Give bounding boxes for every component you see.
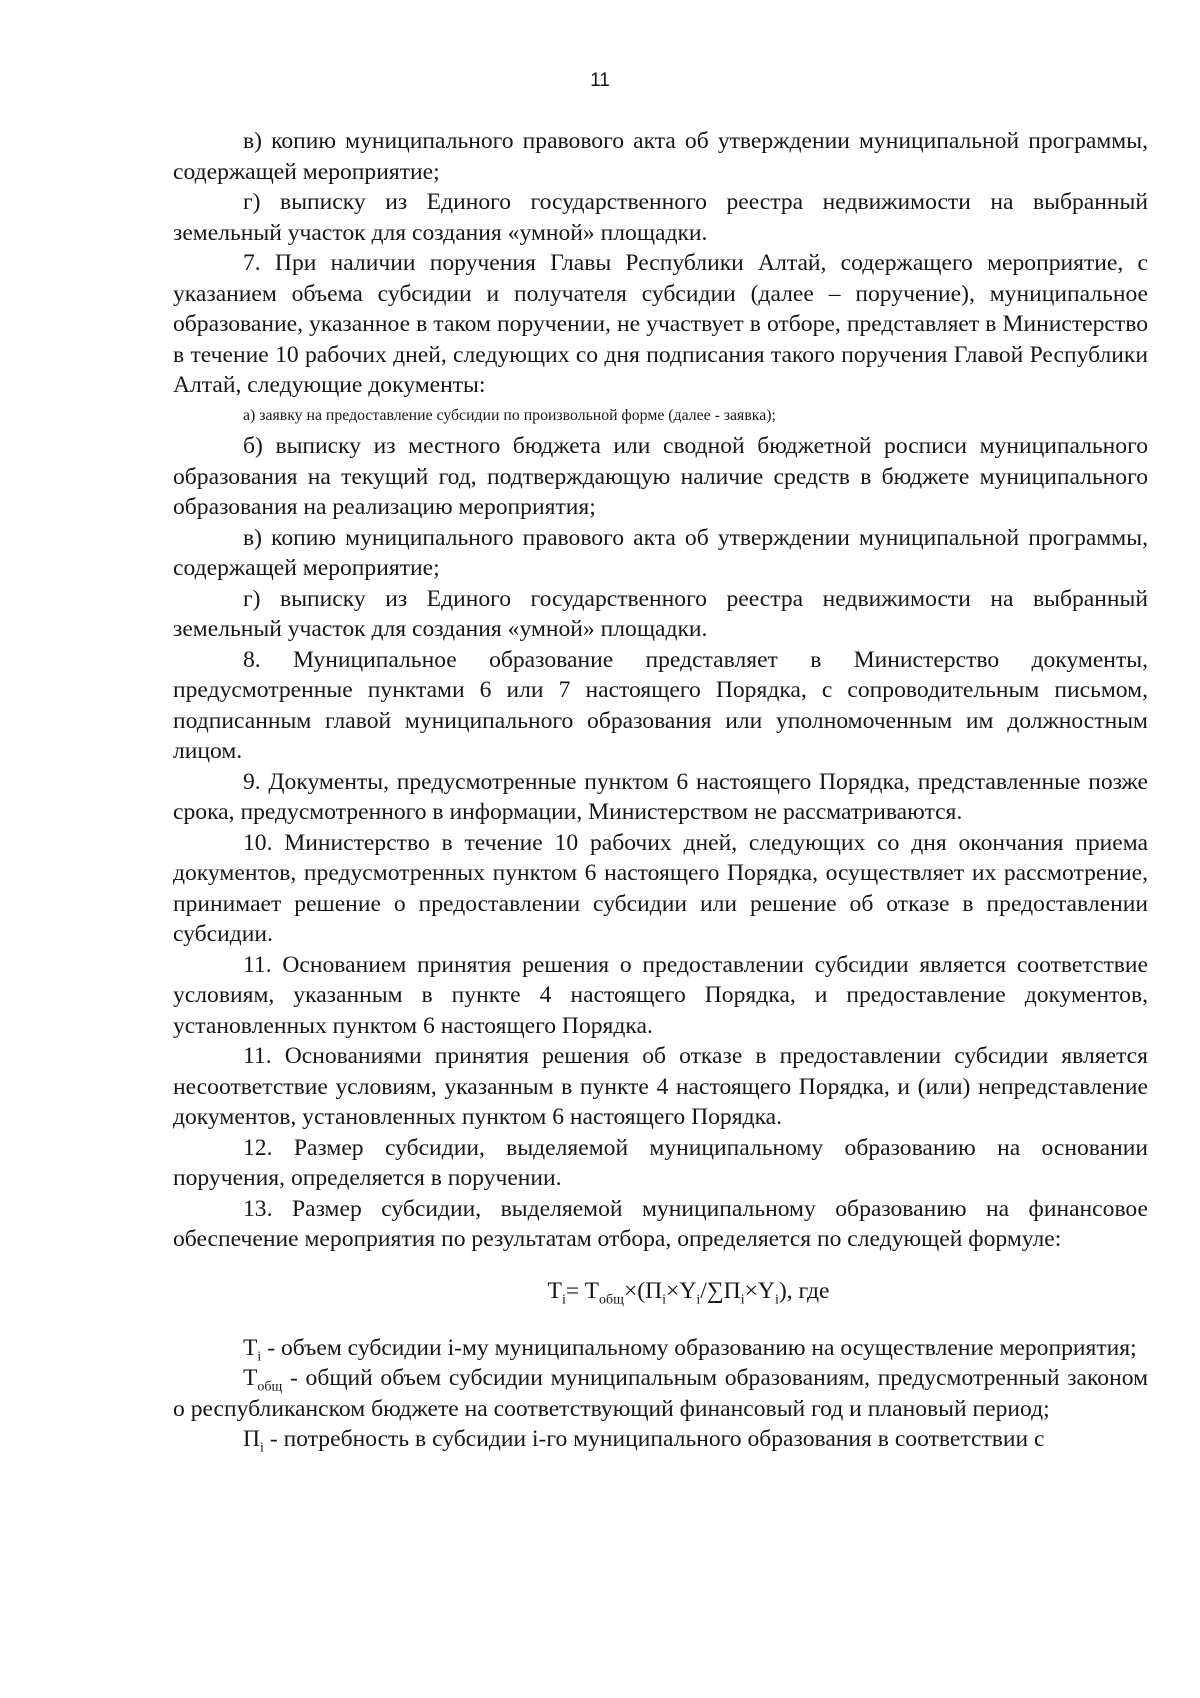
formula-p-sub: i [662,1292,667,1308]
paragraph-3: 7. При наличии поручения Главы Республики Алтай, содержащего мероприятие, с указанием объема субсидии и получателя субсидии (далее – поручение), муниципальное образование, указанное в таком поручении, не участвует в отборе, представляет в Министерство в течение 10 рабочих дней, следующих со дня подписания такого поручения Главой Республики Алтай, следующие документы: [173,250,1148,398]
formula-total-sub: общ [599,1292,624,1308]
formula-y-sub: i [696,1292,701,1308]
formula-times2: ×Y [744,1277,775,1304]
definition-ttotal-term: T [243,1365,258,1391]
paragraph-12: 11. Основаниями принятия решения об отказе в предоставлении субсидии является несоответствие условиям, указанным в пункте 4 настоящего Порядка, и (или) непредставление документов, установленных пунктом 6 настоящего Порядка. [173,1043,1148,1130]
definition-ttotal-text: - общий объем субсидии муниципальным образованиям, предусмотренный законом о республиканском бюджете на соответствующий финансовый год и плановый период; [173,1365,1148,1422]
paragraph-4 [173,401,1148,432]
paragraph-11: 11. Основанием принятия решения о предоставлении субсидии является соответствие условиям, указанным в пункте 4 настоящего Порядка, и предоставление документов, установленных пунктом 6 настоящего Порядка. [173,951,1148,1039]
definition-pi [173,1424,1148,1455]
definition-pi-sub: i [260,1440,264,1456]
paragraph-7: г) выписку из Единого государственного реестра недвижимости на выбранный земельный участок для создания «умной» площадки. [173,585,1148,642]
formula-tail: ), где [778,1277,830,1304]
formula-lhs: T [547,1277,562,1304]
formula-lhs-sub: i [561,1292,566,1308]
paragraph-2: г) выписку из Единого государственного реестра недвижимости на выбранный земельный участок для создания «умной» площадки. [173,189,1148,246]
formula-part1: ×(П [623,1277,663,1304]
paragraph-14: 13. Размер субсидии, выделяемой муниципальному образованию на финансовое обеспечение мероприятия по результатам отбора, определяется по следующей формуле: [173,1195,1148,1252]
formula-slash: /∑П [700,1277,741,1304]
definition-ti-term: T [243,1334,258,1361]
paragraph-13: 12. Размер субсидии, выделяемой муниципальному образованию на основании поручения, определяется в поручении. [173,1134,1148,1191]
formula-p2-sub: i [740,1292,745,1308]
definition-pi-text: - потребность в субсидии i-го муниципального образования в соответствии с [263,1426,1045,1452]
definition-ttotal [173,1363,1148,1424]
subsidy-formula [173,1275,1148,1307]
definition-ti [173,1333,1148,1364]
paragraph-8: 8. Муниципальное образование представляет в Министерство документы, предусмотренные пунктами 6 или 7 настоящего Порядка, с сопроводительным письмом, подписанным главой муниципального образования или уполномоченным им должностным лицом. [173,646,1148,764]
paragraph-9: 9. Документы, предусмотренные пунктом 6 настоящего Порядка, представленные позже срока, предусмотренного в информации, Министерством не рассматриваются. [173,768,1148,825]
formula-y2-sub: i [774,1292,779,1308]
paragraph-6: в) копию муниципального правового акта об утверждении муниципальной программы, содержащей мероприятие; [173,524,1148,581]
paragraph-4-text: а) заявку на предоставление субсидии по произвольной форме (далее - заявка); [243,406,776,424]
paragraph-10: 10. Министерство в течение 10 рабочих дней, следующих со дня окончания приема документов, предусмотренных пунктом 6 настоящего Порядка, осуществляет их рассмотрение, принимает решение о предоставлении субсидии или решение об отказе в предоставлении субсидии. [173,829,1148,947]
formula-eq: = T [565,1277,600,1304]
definition-ti-sub: i [257,1349,262,1365]
paragraph-5: б) выписку из местного бюджета или сводной бюджетной росписи муниципального образования на текущий год, подтверждающую наличие средств в бюджете муниципального образования на реализацию мероприятия; [173,433,1148,520]
paragraph-1: в) копию муниципального правового акта об утверждении муниципальной программы, содержащей мероприятие; [173,128,1148,185]
formula-times: ×Y [666,1277,697,1304]
definition-ti-text: - объем субсидии i-му муниципальному образованию на осуществление мероприятия; [261,1334,1137,1361]
document-body [173,126,1148,1455]
definition-pi-term: П [243,1426,261,1452]
definition-ttotal-sub: общ [257,1379,283,1395]
page-number: 11 [590,70,610,91]
